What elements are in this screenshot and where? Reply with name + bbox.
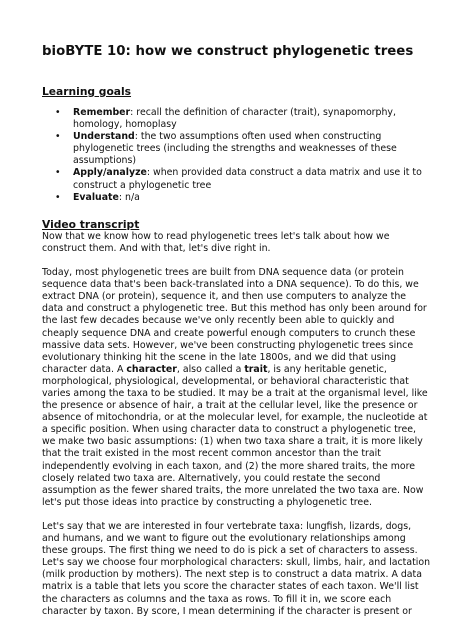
- term-character: character: [126, 363, 177, 375]
- goal-item-understand: [42, 131, 434, 167]
- bullet-icon: •: [55, 167, 61, 179]
- goal-text: assumptions): [73, 155, 137, 167]
- text-line: Today, most phylogenetic trees are built from DNA sequence data (or protein: [42, 267, 404, 279]
- text-line: a specific position. When using character data to construct a phylogenetic tree,: [42, 424, 416, 436]
- goal-text: : recall the definition of character (trait), synapomorphy,: [130, 107, 396, 118]
- text-fragment: character data. A: [42, 363, 127, 375]
- bullet-icon: •: [55, 107, 61, 118]
- text-line: Now that we know how to read phylogenetic trees let's talk about how we: [42, 230, 390, 242]
- transcript-paragraph-2: [42, 267, 434, 509]
- document-title: bioBYTE 10: how we construct phylogenetic trees: [42, 44, 414, 59]
- transcript-paragraph-1: [42, 231, 434, 255]
- goal-item-remember: [42, 107, 434, 131]
- text-line: matrix is a table that lets you score the character states of each taxon. We'll list: [42, 581, 419, 593]
- text-line: Let's say we choose four morphological characters: skull, limbs, hair, and lactation: [42, 557, 431, 569]
- goal-item-evaluate: [42, 192, 434, 204]
- goal-text: : n/a: [118, 191, 140, 203]
- text-line: independently evolving in each taxon, and (2) the more shared traits, the more: [42, 460, 415, 472]
- text-line: data and construct a phylogenetic tree. But this method has only been around for: [42, 303, 427, 315]
- text-line: the last few decades because we've only recently been able to quickly and: [42, 315, 395, 327]
- goal-term: Understand: [73, 131, 135, 143]
- goal-text: phylogenetic trees (including the strengths and weaknesses of these: [73, 143, 397, 155]
- text-line: the characters as columns and the taxa as rows. To fill it in, we score each: [42, 593, 392, 605]
- video-transcript-heading: Video transcript: [42, 217, 140, 231]
- learning-goals-list: [42, 107, 434, 204]
- text-line: closely related two taxa are. Alternatively, you could restate the second: [42, 472, 381, 484]
- text-line: evolutionary thinking hit the scene in the late 1800s, and we did that using: [42, 351, 397, 363]
- text-line: that the trait existed in the most recent common ancestor than the trait: [42, 448, 381, 460]
- text-line: varies among the taxa to be studied. It may be a trait at the organismal level, like: [42, 387, 428, 399]
- text-line: assumption as the fewer shared traits, the more unrelated the two taxa are. Now: [42, 484, 424, 496]
- transcript-paragraph-3: [42, 521, 434, 618]
- text-line: these groups. The first thing we need to do is pick a set of characters to assess.: [42, 545, 418, 557]
- goal-text: : when provided data construct a data matrix and use it to: [146, 167, 422, 179]
- goal-text: homology, homoplasy: [73, 119, 177, 131]
- text-line: massive data sets. However, we've been constructing phylogenetic trees since: [42, 339, 414, 351]
- goal-term: Remember: [73, 107, 131, 118]
- goal-term: Apply/analyze: [73, 167, 147, 179]
- text-line: Let's say that we are interested in four vertebrate taxa: lungfish, lizards, dogs,: [42, 521, 412, 532]
- text-line: morphological, physiological, developmental, or behavioral characteristic that: [42, 375, 409, 387]
- text-line: we make two basic assumptions: (1) when two taxa share a trait, it is more likely: [42, 436, 423, 448]
- text-line: the presence or absence of hair, a trait at the cellular level, like the presence or: [42, 400, 418, 412]
- text-fragment: , is any heritable genetic,: [267, 363, 387, 375]
- text-fragment: , also called a: [176, 363, 245, 375]
- term-trait: trait: [244, 363, 268, 375]
- bullet-icon: •: [55, 131, 61, 143]
- text-line: cheaply sequence DNA and create powerful enough computers to crunch these: [42, 327, 416, 339]
- text-line: (milk production by mothers). The next step is to construct a data matrix. A data: [42, 569, 422, 581]
- learning-goals-heading: Learning goals: [42, 85, 132, 98]
- goal-item-apply: [42, 167, 434, 191]
- text-line: and humans, and we want to figure out the evolutionary relationships among: [42, 533, 406, 545]
- text-line: [42, 364, 434, 376]
- goal-text: : the two assumptions often used when constructing: [134, 131, 382, 143]
- text-line: construct them. And with that, let's dive right in.: [42, 242, 271, 254]
- text-line: extract DNA (or protein), sequence it, and then use computers to analyze the: [42, 291, 407, 303]
- text-line: character by taxon. By score, I mean determining if the character is present or: [42, 605, 412, 617]
- goal-term: Evaluate: [73, 191, 119, 203]
- text-line: let's put those ideas into practice by constructing a phylogenetic tree.: [42, 496, 372, 508]
- bullet-icon: •: [55, 191, 61, 203]
- text-line: sequence data that's been back-translated into a DNA sequence). To do this, we: [42, 279, 419, 291]
- goal-text: construct a phylogenetic tree: [73, 179, 212, 191]
- text-line: absence of mitochondria, or at the molecular level, for example, the nucleotide at: [42, 412, 428, 424]
